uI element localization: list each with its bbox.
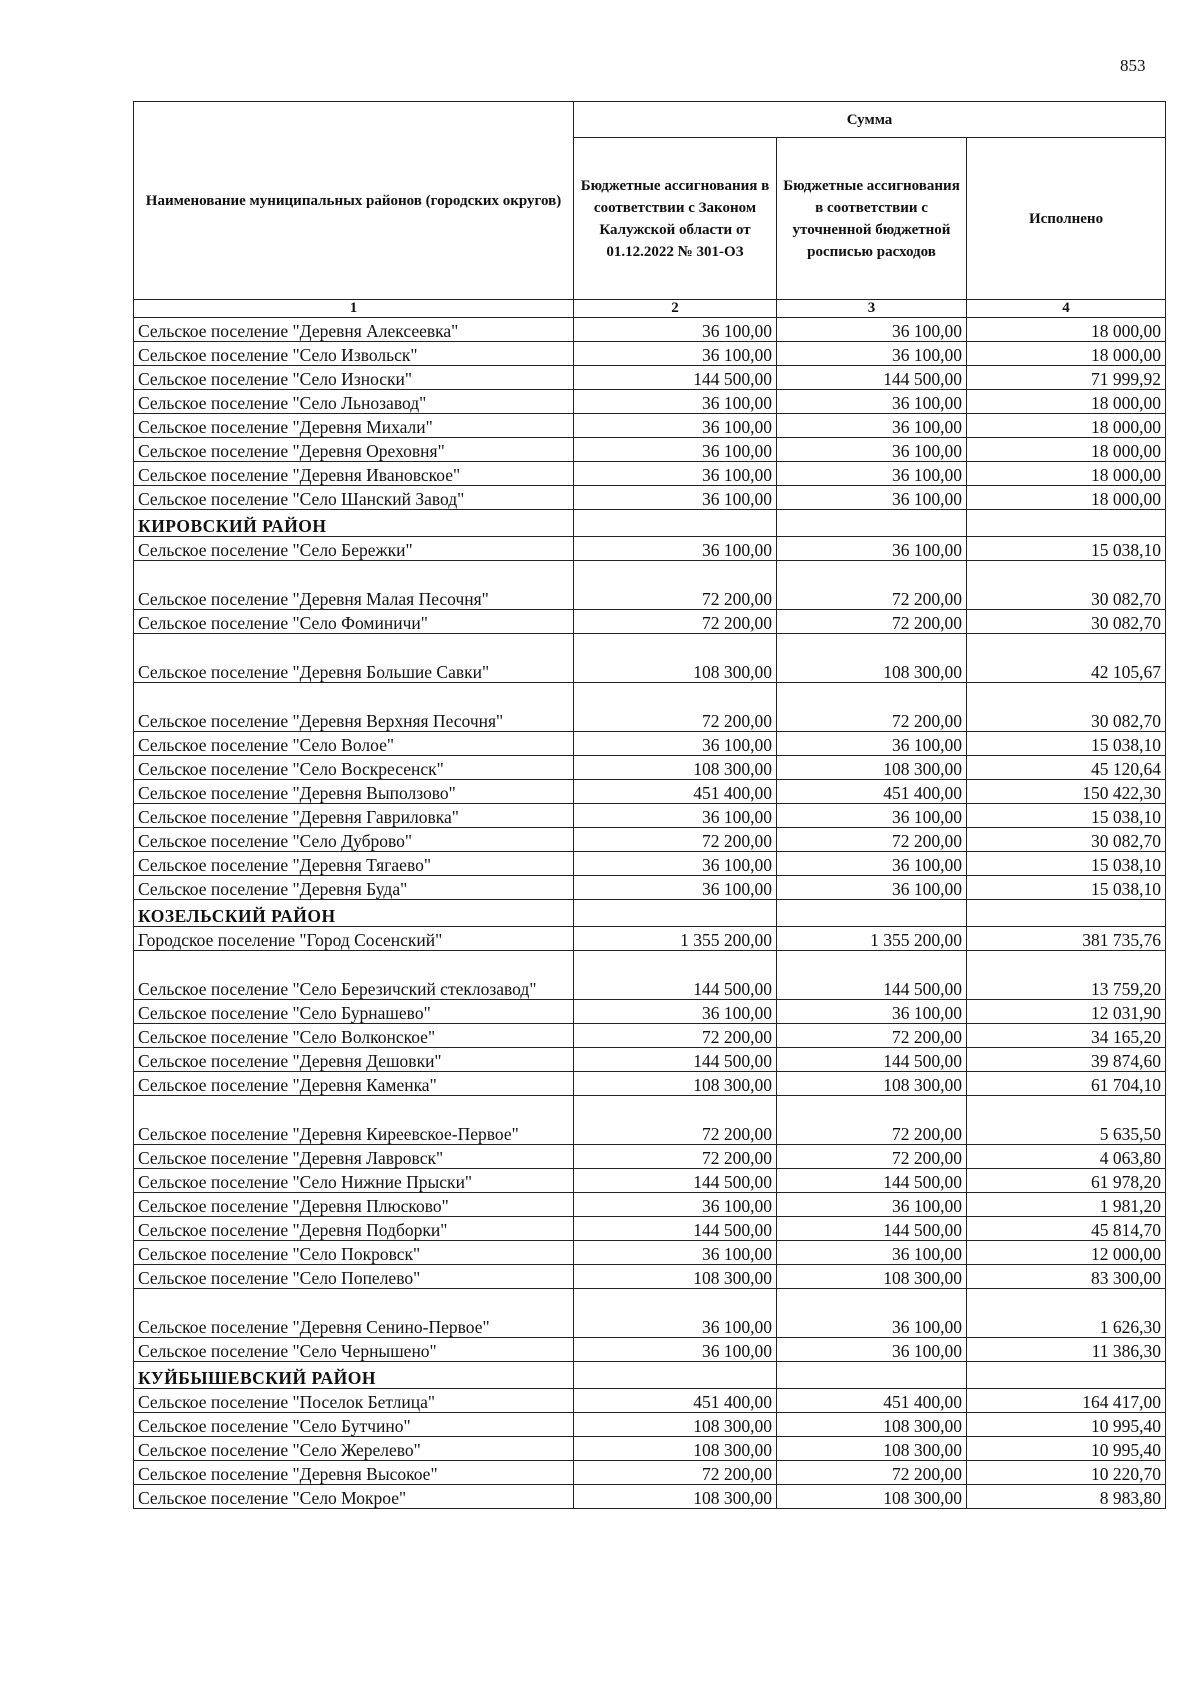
executed-value: 8 983,80 bbox=[967, 1485, 1166, 1509]
law-allocation-value: 451 400,00 bbox=[574, 1389, 777, 1413]
table-row bbox=[134, 1072, 1166, 1096]
settlement-name: Сельское поселение "Деревня Лавровск" bbox=[134, 1145, 574, 1169]
settlement-name: Сельское поселение "Село Попелево" bbox=[134, 1265, 574, 1289]
settlement-name: Сельское поселение "Деревня Плюсково" bbox=[134, 1193, 574, 1217]
settlement-name: Сельское поселение "Село Березичский стеклозавод" bbox=[134, 951, 574, 1000]
refined-allocation-value: 144 500,00 bbox=[777, 1217, 967, 1241]
refined-allocation-value: 108 300,00 bbox=[777, 1072, 967, 1096]
settlement-name: Сельское поселение "Деревня Верхняя Песочня" bbox=[134, 683, 574, 732]
table-row bbox=[134, 780, 1166, 804]
settlement-name: Сельское поселение "Село Бурнашево" bbox=[134, 1000, 574, 1024]
refined-allocation-value: 36 100,00 bbox=[777, 804, 967, 828]
table-row bbox=[134, 462, 1166, 486]
executed-value: 18 000,00 bbox=[967, 318, 1166, 342]
executed-value: 30 082,70 bbox=[967, 610, 1166, 634]
district-name: КУЙБЫШЕВСКИЙ РАЙОН bbox=[134, 1362, 574, 1389]
header-col-number: 4 bbox=[967, 300, 1166, 318]
table-row bbox=[134, 927, 1166, 951]
law-allocation-value: 36 100,00 bbox=[574, 852, 777, 876]
settlement-name: Сельское поселение "Деревня Большие Савки" bbox=[134, 634, 574, 683]
executed-value: 18 000,00 bbox=[967, 462, 1166, 486]
budget-table bbox=[133, 101, 1166, 1509]
table-row bbox=[134, 438, 1166, 462]
table-row bbox=[134, 366, 1166, 390]
executed-value: 10 995,40 bbox=[967, 1413, 1166, 1437]
refined-allocation-value: 72 200,00 bbox=[777, 1461, 967, 1485]
refined-allocation-value: 451 400,00 bbox=[777, 1389, 967, 1413]
executed-value: 15 038,10 bbox=[967, 852, 1166, 876]
executed-value: 15 038,10 bbox=[967, 876, 1166, 900]
law-allocation-value: 36 100,00 bbox=[574, 414, 777, 438]
law-allocation-value: 36 100,00 bbox=[574, 732, 777, 756]
law-allocation-value: 144 500,00 bbox=[574, 366, 777, 390]
executed-value: 381 735,76 bbox=[967, 927, 1166, 951]
law-allocation-value: 36 100,00 bbox=[574, 342, 777, 366]
table-row bbox=[134, 1169, 1166, 1193]
executed-value: 34 165,20 bbox=[967, 1024, 1166, 1048]
settlement-name: Сельское поселение "Село Дуброво" bbox=[134, 828, 574, 852]
table-row bbox=[134, 732, 1166, 756]
refined-allocation-value: 36 100,00 bbox=[777, 318, 967, 342]
header-law-allocations: Бюджетные ассигнования в соответствии с Законом Калужской области от 01.12.2022 № 301-ОЗ bbox=[574, 138, 777, 300]
law-allocation-value: 108 300,00 bbox=[574, 1485, 777, 1509]
table-row bbox=[134, 1461, 1166, 1485]
district-section-row bbox=[134, 1362, 1166, 1389]
table-body bbox=[134, 318, 1166, 1509]
refined-allocation-value: 1 355 200,00 bbox=[777, 927, 967, 951]
executed-value: 18 000,00 bbox=[967, 342, 1166, 366]
law-allocation-value: 36 100,00 bbox=[574, 1193, 777, 1217]
refined-allocation-value: 72 200,00 bbox=[777, 1024, 967, 1048]
settlement-name: Сельское поселение "Деревня Подборки" bbox=[134, 1217, 574, 1241]
executed-value: 30 082,70 bbox=[967, 828, 1166, 852]
law-allocation-value: 451 400,00 bbox=[574, 780, 777, 804]
table-row bbox=[134, 756, 1166, 780]
table-row bbox=[134, 1413, 1166, 1437]
refined-allocation-value: 72 200,00 bbox=[777, 1145, 967, 1169]
law-allocation-value: 72 200,00 bbox=[574, 1096, 777, 1145]
executed-value: 1 981,20 bbox=[967, 1193, 1166, 1217]
settlement-name: Сельское поселение "Село Жерелево" bbox=[134, 1437, 574, 1461]
table-row bbox=[134, 1024, 1166, 1048]
refined-allocation-value: 72 200,00 bbox=[777, 683, 967, 732]
settlement-name: Сельское поселение "Село Мокрое" bbox=[134, 1485, 574, 1509]
law-allocation-value: 1 355 200,00 bbox=[574, 927, 777, 951]
law-allocation-value: 72 200,00 bbox=[574, 683, 777, 732]
executed-value: 42 105,67 bbox=[967, 634, 1166, 683]
table-row bbox=[134, 1000, 1166, 1024]
settlement-name: Сельское поселение "Деревня Ореховня" bbox=[134, 438, 574, 462]
law-allocation-value: 144 500,00 bbox=[574, 1217, 777, 1241]
refined-allocation-value: 108 300,00 bbox=[777, 1485, 967, 1509]
refined-allocation-value: 144 500,00 bbox=[777, 1169, 967, 1193]
table-row bbox=[134, 1338, 1166, 1362]
settlement-name: Сельское поселение "Деревня Дешовки" bbox=[134, 1048, 574, 1072]
header-name-column: Наименование муниципальных районов (городских округов) bbox=[134, 102, 574, 300]
executed-value: 10 220,70 bbox=[967, 1461, 1166, 1485]
refined-allocation-value: 36 100,00 bbox=[777, 732, 967, 756]
refined-allocation-value: 36 100,00 bbox=[777, 414, 967, 438]
executed-value: 13 759,20 bbox=[967, 951, 1166, 1000]
executed-value: 83 300,00 bbox=[967, 1265, 1166, 1289]
settlement-name: Сельское поселение "Деревня Сенино-Первое" bbox=[134, 1289, 574, 1338]
law-allocation-value: 72 200,00 bbox=[574, 561, 777, 610]
settlement-name: Сельское поселение "Село Покровск" bbox=[134, 1241, 574, 1265]
executed-value: 30 082,70 bbox=[967, 683, 1166, 732]
refined-allocation-value: 108 300,00 bbox=[777, 1437, 967, 1461]
law-allocation-value: 36 100,00 bbox=[574, 1338, 777, 1362]
settlement-name: Сельское поселение "Деревня Буда" bbox=[134, 876, 574, 900]
executed-value: 71 999,92 bbox=[967, 366, 1166, 390]
table-row bbox=[134, 561, 1166, 610]
law-allocation-value: 108 300,00 bbox=[574, 1072, 777, 1096]
executed-value: 45 814,70 bbox=[967, 1217, 1166, 1241]
page-number: 853 bbox=[1120, 56, 1146, 75]
refined-allocation-value: 72 200,00 bbox=[777, 828, 967, 852]
refined-allocation-value: 36 100,00 bbox=[777, 462, 967, 486]
empty-cell bbox=[967, 1362, 1166, 1389]
executed-value: 30 082,70 bbox=[967, 561, 1166, 610]
refined-allocation-value: 36 100,00 bbox=[777, 390, 967, 414]
table-row bbox=[134, 1145, 1166, 1169]
empty-cell bbox=[574, 1362, 777, 1389]
refined-allocation-value: 36 100,00 bbox=[777, 342, 967, 366]
table-row bbox=[134, 1096, 1166, 1145]
table-row bbox=[134, 318, 1166, 342]
executed-value: 61 704,10 bbox=[967, 1072, 1166, 1096]
header-col-number: 1 bbox=[134, 300, 574, 318]
empty-cell bbox=[574, 900, 777, 927]
executed-value: 15 038,10 bbox=[967, 804, 1166, 828]
law-allocation-value: 144 500,00 bbox=[574, 1169, 777, 1193]
refined-allocation-value: 36 100,00 bbox=[777, 1241, 967, 1265]
executed-value: 18 000,00 bbox=[967, 486, 1166, 510]
law-allocation-value: 108 300,00 bbox=[574, 634, 777, 683]
empty-cell bbox=[777, 510, 967, 537]
executed-value: 150 422,30 bbox=[967, 780, 1166, 804]
law-allocation-value: 36 100,00 bbox=[574, 804, 777, 828]
refined-allocation-value: 36 100,00 bbox=[777, 1338, 967, 1362]
table-row bbox=[134, 1217, 1166, 1241]
settlement-name: Сельское поселение "Село Бутчино" bbox=[134, 1413, 574, 1437]
table-row bbox=[134, 1389, 1166, 1413]
refined-allocation-value: 36 100,00 bbox=[777, 537, 967, 561]
law-allocation-value: 108 300,00 bbox=[574, 1437, 777, 1461]
district-section-row bbox=[134, 900, 1166, 927]
law-allocation-value: 72 200,00 bbox=[574, 1145, 777, 1169]
header-refined-allocations: Бюджетные ассигнования в соответствии с уточненной бюджетной росписью расходов bbox=[777, 138, 967, 300]
refined-allocation-value: 72 200,00 bbox=[777, 1096, 967, 1145]
settlement-name: Сельское поселение "Поселок Бетлица" bbox=[134, 1389, 574, 1413]
empty-cell bbox=[967, 510, 1166, 537]
table-row bbox=[134, 951, 1166, 1000]
executed-value: 11 386,30 bbox=[967, 1338, 1166, 1362]
refined-allocation-value: 36 100,00 bbox=[777, 852, 967, 876]
executed-value: 61 978,20 bbox=[967, 1169, 1166, 1193]
law-allocation-value: 72 200,00 bbox=[574, 610, 777, 634]
settlement-name: Сельское поселение "Деревня Ивановское" bbox=[134, 462, 574, 486]
settlement-name: Сельское поселение "Село Льнозавод" bbox=[134, 390, 574, 414]
settlement-name: Сельское поселение "Деревня Малая Песочня" bbox=[134, 561, 574, 610]
table-row bbox=[134, 1289, 1166, 1338]
executed-value: 164 417,00 bbox=[967, 1389, 1166, 1413]
executed-value: 15 038,10 bbox=[967, 732, 1166, 756]
table-row bbox=[134, 390, 1166, 414]
executed-value: 12 000,00 bbox=[967, 1241, 1166, 1265]
settlement-name: Сельское поселение "Село Волое" bbox=[134, 732, 574, 756]
settlement-name: Сельское поселение "Деревня Выползово" bbox=[134, 780, 574, 804]
law-allocation-value: 36 100,00 bbox=[574, 876, 777, 900]
settlement-name: Сельское поселение "Село Фоминичи" bbox=[134, 610, 574, 634]
refined-allocation-value: 36 100,00 bbox=[777, 1000, 967, 1024]
law-allocation-value: 36 100,00 bbox=[574, 1289, 777, 1338]
refined-allocation-value: 36 100,00 bbox=[777, 438, 967, 462]
refined-allocation-value: 72 200,00 bbox=[777, 610, 967, 634]
settlement-name: Сельское поселение "Деревня Каменка" bbox=[134, 1072, 574, 1096]
settlement-name: Сельское поселение "Деревня Алексеевка" bbox=[134, 318, 574, 342]
refined-allocation-value: 144 500,00 bbox=[777, 366, 967, 390]
settlement-name: Сельское поселение "Село Воскресенск" bbox=[134, 756, 574, 780]
table-row bbox=[134, 852, 1166, 876]
law-allocation-value: 36 100,00 bbox=[574, 462, 777, 486]
refined-allocation-value: 36 100,00 bbox=[777, 1193, 967, 1217]
law-allocation-value: 144 500,00 bbox=[574, 1048, 777, 1072]
district-name: КОЗЕЛЬСКИЙ РАЙОН bbox=[134, 900, 574, 927]
refined-allocation-value: 36 100,00 bbox=[777, 876, 967, 900]
settlement-name: Сельское поселение "Деревня Киреевское-Первое" bbox=[134, 1096, 574, 1145]
executed-value: 18 000,00 bbox=[967, 414, 1166, 438]
executed-value: 15 038,10 bbox=[967, 537, 1166, 561]
law-allocation-value: 108 300,00 bbox=[574, 756, 777, 780]
district-section-row bbox=[134, 510, 1166, 537]
law-allocation-value: 36 100,00 bbox=[574, 390, 777, 414]
refined-allocation-value: 108 300,00 bbox=[777, 634, 967, 683]
table-row bbox=[134, 828, 1166, 852]
table-row bbox=[134, 1485, 1166, 1509]
header-sum: Сумма bbox=[574, 102, 1166, 138]
settlement-name: Городское поселение "Город Сосенский" bbox=[134, 927, 574, 951]
settlement-name: Сельское поселение "Деревня Высокое" bbox=[134, 1461, 574, 1485]
law-allocation-value: 72 200,00 bbox=[574, 1024, 777, 1048]
table-row bbox=[134, 804, 1166, 828]
settlement-name: Сельское поселение "Деревня Гавриловка" bbox=[134, 804, 574, 828]
refined-allocation-value: 36 100,00 bbox=[777, 486, 967, 510]
law-allocation-value: 108 300,00 bbox=[574, 1265, 777, 1289]
empty-cell bbox=[777, 1362, 967, 1389]
table-row bbox=[134, 1193, 1166, 1217]
refined-allocation-value: 36 100,00 bbox=[777, 1289, 967, 1338]
header-executed: Исполнено bbox=[967, 138, 1166, 300]
law-allocation-value: 108 300,00 bbox=[574, 1413, 777, 1437]
refined-allocation-value: 72 200,00 bbox=[777, 561, 967, 610]
table-row bbox=[134, 1265, 1166, 1289]
district-name: КИРОВСКИЙ РАЙОН bbox=[134, 510, 574, 537]
executed-value: 12 031,90 bbox=[967, 1000, 1166, 1024]
table-row bbox=[134, 634, 1166, 683]
empty-cell bbox=[574, 510, 777, 537]
header-col-number: 2 bbox=[574, 300, 777, 318]
settlement-name: Сельское поселение "Село Нижние Прыски" bbox=[134, 1169, 574, 1193]
empty-cell bbox=[777, 900, 967, 927]
refined-allocation-value: 144 500,00 bbox=[777, 1048, 967, 1072]
table-row bbox=[134, 342, 1166, 366]
executed-value: 10 995,40 bbox=[967, 1437, 1166, 1461]
executed-value: 4 063,80 bbox=[967, 1145, 1166, 1169]
law-allocation-value: 36 100,00 bbox=[574, 438, 777, 462]
settlement-name: Сельское поселение "Село Извольск" bbox=[134, 342, 574, 366]
empty-cell bbox=[967, 900, 1166, 927]
refined-allocation-value: 144 500,00 bbox=[777, 951, 967, 1000]
table-row bbox=[134, 537, 1166, 561]
executed-value: 1 626,30 bbox=[967, 1289, 1166, 1338]
refined-allocation-value: 108 300,00 bbox=[777, 756, 967, 780]
refined-allocation-value: 108 300,00 bbox=[777, 1413, 967, 1437]
law-allocation-value: 72 200,00 bbox=[574, 1461, 777, 1485]
table-row bbox=[134, 876, 1166, 900]
table-row bbox=[134, 414, 1166, 438]
law-allocation-value: 36 100,00 bbox=[574, 537, 777, 561]
table-row bbox=[134, 683, 1166, 732]
settlement-name: Сельское поселение "Деревня Михали" bbox=[134, 414, 574, 438]
law-allocation-value: 72 200,00 bbox=[574, 828, 777, 852]
executed-value: 18 000,00 bbox=[967, 438, 1166, 462]
executed-value: 45 120,64 bbox=[967, 756, 1166, 780]
refined-allocation-value: 108 300,00 bbox=[777, 1265, 967, 1289]
executed-value: 39 874,60 bbox=[967, 1048, 1166, 1072]
executed-value: 18 000,00 bbox=[967, 390, 1166, 414]
law-allocation-value: 36 100,00 bbox=[574, 486, 777, 510]
law-allocation-value: 36 100,00 bbox=[574, 1000, 777, 1024]
settlement-name: Сельское поселение "Деревня Тягаево" bbox=[134, 852, 574, 876]
settlement-name: Сельское поселение "Село Шанский Завод" bbox=[134, 486, 574, 510]
law-allocation-value: 36 100,00 bbox=[574, 318, 777, 342]
table-row bbox=[134, 486, 1166, 510]
settlement-name: Сельское поселение "Село Износки" bbox=[134, 366, 574, 390]
law-allocation-value: 144 500,00 bbox=[574, 951, 777, 1000]
table-row bbox=[134, 1241, 1166, 1265]
settlement-name: Сельское поселение "Село Волконское" bbox=[134, 1024, 574, 1048]
settlement-name: Сельское поселение "Село Чернышено" bbox=[134, 1338, 574, 1362]
law-allocation-value: 36 100,00 bbox=[574, 1241, 777, 1265]
refined-allocation-value: 451 400,00 bbox=[777, 780, 967, 804]
table-row bbox=[134, 610, 1166, 634]
header-col-number: 3 bbox=[777, 300, 967, 318]
settlement-name: Сельское поселение "Село Бережки" bbox=[134, 537, 574, 561]
table-row bbox=[134, 1437, 1166, 1461]
table-row bbox=[134, 1048, 1166, 1072]
executed-value: 5 635,50 bbox=[967, 1096, 1166, 1145]
